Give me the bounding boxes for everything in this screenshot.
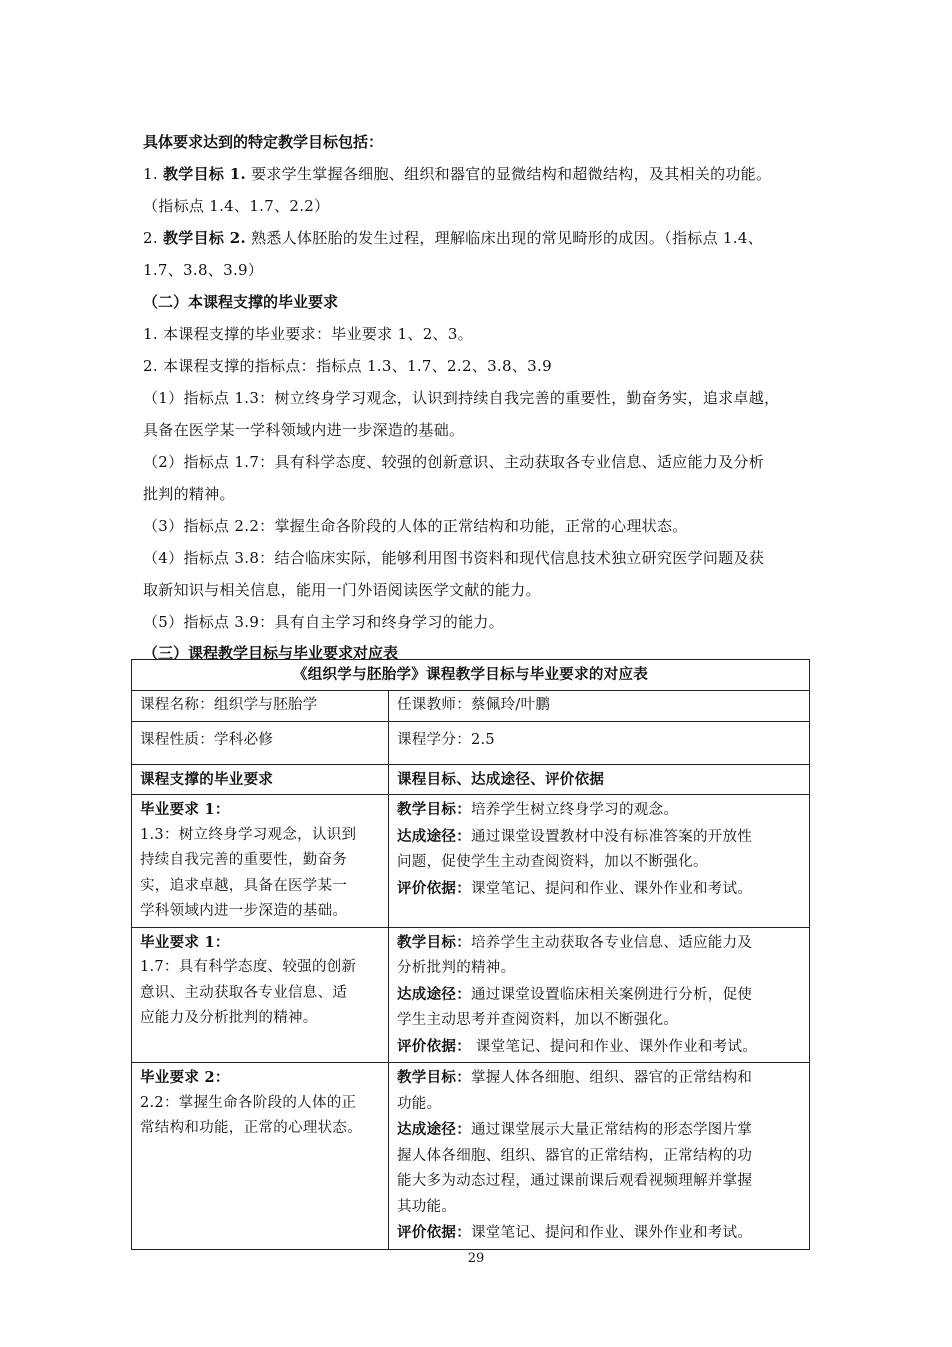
credit-cell: 课程学分：2.5 — [389, 721, 810, 764]
goal-2-label: 教学目标 2. — [163, 229, 246, 247]
section-2-title: （二）本课程支撑的毕业要求 — [143, 293, 339, 311]
path-text: 握人体各细胞、组织、器官的正常结构，正常结构的功 — [397, 1147, 753, 1164]
goal-2-num: 2. — [143, 229, 158, 247]
teaching-goal-text: 培养学生树立终身学习的观念。 — [471, 802, 679, 818]
requirement-cell — [132, 795, 389, 928]
requirement-line: 1.7：具有科学态度、较强的创新 — [140, 959, 357, 975]
requirement-line: 应能力及分析批判的精神。 — [140, 1010, 318, 1026]
goal-2 — [143, 222, 813, 286]
evaluation-text: 课堂笔记、提问和作业、课外作业和考试。 — [471, 880, 753, 897]
requirement-label: 毕业要求 2： — [140, 1069, 230, 1086]
indicator-point-2-line-2: 批判的精神。 — [143, 485, 235, 503]
course-nature-cell: 课程性质：学科必修 — [132, 721, 389, 764]
indicator-point-2-line-1: （2）指标点 1.7：具有科学态度、较强的创新意识、主动获取各专业信息、适应能力及分析 — [143, 453, 765, 471]
requirement-label: 毕业要求 1： — [140, 933, 230, 951]
mapping-table — [131, 659, 810, 1250]
path-text: 能大多为动态过程，通过课前课后观看视频理解并掌握 — [397, 1173, 753, 1189]
goal-1-text: 要求学生掌握各细胞、组织和器官的显微结构和超微结构，及其相关的功能。 — [251, 165, 772, 183]
section-2-line-1: 1. 本课程支撑的毕业要求：毕业要求 1、2、3。 — [143, 325, 473, 343]
requirement-cell — [132, 927, 389, 1063]
teaching-goal-text: 掌握人体各细胞、组织、器官的正常结构和 — [471, 1070, 753, 1086]
requirement-line: 常结构和功能，正常的心理状态。 — [140, 1120, 362, 1136]
col-header-requirements: 课程支撑的毕业要求 — [132, 764, 389, 795]
evaluation-text: 课堂笔记、提问和作业、课外作业和考试。 — [471, 1225, 753, 1241]
col-header-goals: 课程目标、达成途径、评价依据 — [389, 764, 810, 795]
table-caption: 《组织学与胚胎学》课程教学目标与毕业要求的对应表 — [132, 660, 810, 691]
goal-1-num: 1. — [143, 165, 158, 183]
indicator-point-5: （5）指标点 3.9：具有自主学习和终身学习的能力。 — [143, 613, 504, 631]
teaching-goal-label: 教学目标： — [397, 933, 471, 951]
teaching-goal-text: 功能。 — [397, 1095, 442, 1112]
indicator-point-2 — [143, 446, 813, 510]
indicator-point-4 — [143, 542, 813, 606]
goal-1-tail: （指标点 1.4、1.7、2.2） — [143, 197, 330, 215]
requirement-line: 实，追求卓越，具备在医学某一 — [140, 877, 348, 894]
indicator-point-4-line-2: 取新知识与相关信息，能用一门外语阅读医学文献的能力。 — [143, 581, 541, 599]
section-2-line-2: 2. 本课程支撑的指标点：指标点 1.3、1.7、2.2、3.8、3.9 — [143, 357, 552, 375]
table-row — [132, 1063, 810, 1250]
requirement-line: 学科领域内进一步深造的基础。 — [140, 903, 348, 919]
goal-cell — [389, 795, 810, 928]
goal-2-text: 熟悉人体胚胎的发生过程，理解临床出现的常见畸形的成因。（指标点 1.4、 — [251, 229, 763, 247]
body-text — [143, 126, 813, 668]
indicator-point-4-line-1: （4）指标点 3.8：结合临床实际，能够利用图书资料和现代信息技术独立研究医学问题及获 — [143, 549, 765, 567]
indicator-point-1 — [143, 382, 813, 446]
evaluation-text: 课堂笔记、提问和作业、课外作业和考试。 — [471, 1038, 758, 1055]
path-text: 通过课堂设置教材中没有标准答案的开放性 — [471, 828, 753, 845]
evaluation-label: 评价依据： — [397, 1037, 471, 1055]
evaluation-label: 评价依据： — [397, 879, 471, 897]
requirement-line: 持续自我完善的重要性，勤奋务 — [140, 852, 348, 868]
teaching-goal-label: 教学目标： — [397, 801, 471, 818]
table-row — [132, 795, 810, 928]
requirement-label: 毕业要求 1： — [140, 801, 230, 818]
path-label: 达成途径： — [397, 827, 471, 845]
requirement-cell — [132, 1063, 389, 1250]
goals-heading: 具体要求达到的特定教学目标包括： — [143, 133, 384, 151]
path-text: 通过课堂展示大量正常结构的形态学图片掌 — [471, 1122, 753, 1138]
goal-cell — [389, 1063, 810, 1250]
indicator-point-1-line-2: 具备在医学某一学科领域内进一步深造的基础。 — [143, 421, 465, 439]
table-header-row — [132, 764, 810, 795]
goal-1-label: 教学目标 1. — [163, 165, 246, 183]
goal-2-tail: 1.7、3.8、3.9） — [143, 261, 264, 279]
path-text: 问题，促使学生主动查阅资料，加以不断强化。 — [397, 854, 708, 870]
page-number: 29 — [467, 1251, 485, 1266]
path-text: 学生主动思考并查阅资料，加以不断强化。 — [397, 1012, 679, 1028]
path-text: 其功能。 — [397, 1198, 457, 1215]
teaching-goal-text: 培养学生主动获取各专业信息、适应能力及 — [471, 934, 753, 951]
path-label: 达成途径： — [397, 985, 471, 1003]
table-row — [132, 690, 810, 721]
requirement-line: 2.2：掌握生命各阶段的人体的正 — [140, 1094, 357, 1111]
goal-cell — [389, 927, 810, 1063]
goal-1 — [143, 158, 813, 222]
teaching-goal-text: 分析批判的精神。 — [397, 960, 516, 976]
teacher-cell: 任课教师：蔡佩玲/叶鹏 — [389, 690, 810, 721]
requirement-line: 意识、主动获取各专业信息、适 — [140, 984, 348, 1001]
table-row — [132, 927, 810, 1063]
path-label: 达成途径： — [397, 1121, 471, 1138]
indicator-point-3: （3）指标点 2.2：掌握生命各阶段的人体的正常结构和功能，正常的心理状态。 — [143, 517, 688, 535]
table-row — [132, 721, 810, 764]
requirement-line: 1.3：树立终身学习观念，认识到 — [140, 826, 357, 843]
path-text: 通过课堂设置临床相关案例进行分析，促使 — [471, 986, 753, 1003]
evaluation-label: 评价依据： — [397, 1224, 471, 1241]
indicator-point-1-line-1: （1）指标点 1.3：树立终身学习观念，认识到持续自我完善的重要性，勤奋务实，追求卓越， — [143, 389, 780, 407]
section-3-title: （三）课程教学目标与毕业要求对应表 — [143, 644, 399, 662]
table-caption-row — [132, 660, 810, 691]
teaching-goal-label: 教学目标： — [397, 1069, 471, 1086]
course-name-cell: 课程名称：组织学与胚胎学 — [132, 690, 389, 721]
